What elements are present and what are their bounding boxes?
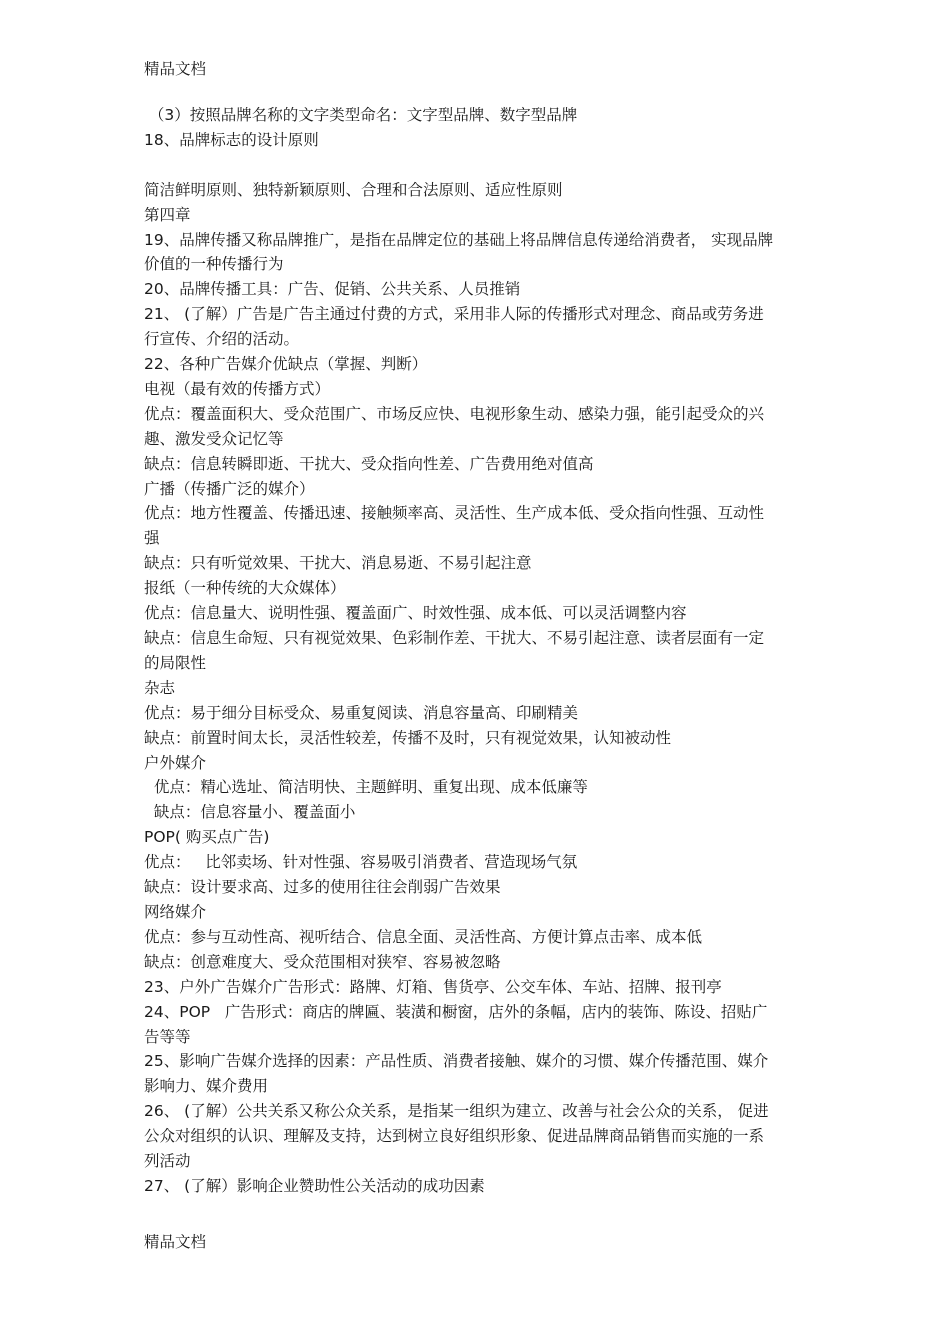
text-line: 优点：地方性覆盖、传播迅速、接触频率高、灵活性、生产成本低、受众指向性强、互动性	[144, 504, 765, 523]
page-footer: 精品文档	[144, 1233, 207, 1251]
text-line: 缺点：信息生命短、只有视觉效果、色彩制作差、干扰大、不易引起注意、读者层面有一定	[144, 629, 765, 648]
text-line: 24、POP 广告形式：商店的牌匾、装潢和橱窗，店外的条幅，店内的装饰、陈设、招贴广	[144, 1002, 768, 1021]
text-line: 强	[144, 529, 160, 548]
text-line: 第四章	[144, 205, 191, 224]
text-line: （3）按照品牌名称的文字类型命名：文字型品牌、数字型品牌	[144, 106, 578, 124]
text-line: 缺点：前置时间太长，灵活性较差，传播不及时，只有视觉效果，认知被动性	[144, 728, 672, 747]
text-line: 优点：精心选址、简洁明快、主题鲜明、重复出现、成本低廉等	[144, 778, 588, 797]
text-line: 告等等	[144, 1027, 191, 1046]
text-line: 25、影响广告媒介选择的因素：产品性质、消费者接触、媒介的习惯、媒介传播范围、媒介	[144, 1052, 769, 1071]
text-line: 缺点：信息转瞬即逝、干扰大、受众指向性差、广告费用绝对值高	[144, 454, 594, 473]
text-line	[144, 153, 824, 178]
text-line: 报纸（一种传统的大众媒体）	[144, 579, 346, 598]
text-line: 缺点：信息容量小、覆盖面小	[144, 803, 356, 822]
text-line: 广播（传播广泛的媒介）	[144, 479, 315, 498]
text-line: 20、品牌传播工具：广告、促销、公共关系、人员推销	[144, 280, 521, 299]
text-line: 价值的一种传播行为	[144, 255, 284, 274]
text-line: 26、 (了解）公共关系又称公众关系，是指某一组织为建立、改善与社会公众的关系， 促进	[144, 1102, 769, 1121]
text-line: 的局限性	[144, 653, 207, 672]
text-line: 公众对组织的认识、理解及支持，达到树立良好组织形象、促进品牌商品销售而实施的一系	[144, 1127, 765, 1146]
text-line: 行宣传、介绍的活动。	[144, 330, 300, 349]
text-line: 优点：覆盖面积大、受众范围广、市场反应快、电视形象生动、感染力强，能引起受众的兴	[144, 404, 765, 423]
text-line: 18、品牌标志的设计原则	[144, 130, 319, 149]
text-line: 优点：易于细分目标受众、易重复阅读、消息容量高、印刷精美	[144, 703, 579, 722]
text-line: 19、品牌传播又称品牌推广，是指在品牌定位的基础上将品牌信息传递给消费者， 实现品牌	[144, 230, 774, 249]
page-header: 精品文档	[144, 60, 207, 78]
document-body	[144, 103, 824, 1199]
text-line: 列活动	[144, 1152, 191, 1171]
text-line: 影响力、媒介费用	[144, 1077, 269, 1096]
text-line: 网络媒介	[144, 902, 207, 921]
text-line: 电视（最有效的传播方式）	[144, 379, 331, 398]
text-line: 趣、激发受众记忆等	[144, 429, 284, 448]
text-line: 户外媒介	[144, 753, 207, 772]
text-line: 优点：信息量大、说明性强、覆盖面广、时效性强、成本低、可以灵活调整内容	[144, 604, 687, 623]
text-line: 23、户外广告媒介广告形式：路牌、灯箱、售货亭、公交车体、车站、招牌、报刊亭	[144, 977, 722, 996]
text-line: 优点： 比邻卖场、针对性强、容易吸引消费者、营造现场气氛	[144, 853, 578, 872]
text-line: 21、 (了解）广告是广告主通过付费的方式，采用非人际的传播形式对理念、商品或劳务进	[144, 305, 764, 324]
text-line: 缺点：设计要求高、过多的使用往往会削弱广告效果	[144, 878, 501, 897]
text-line: 缺点：创意难度大、受众范围相对狭窄、容易被忽略	[144, 952, 501, 971]
text-line: 简洁鲜明原则、独特新颖原则、合理和合法原则、适应性原则	[144, 180, 563, 199]
text-line: POP( 购买点广告)	[144, 828, 270, 847]
text-line: 27、 (了解）影响企业赞助性公关活动的成功因素	[144, 1176, 485, 1195]
text-line: 22、各种广告媒介优缺点（掌握、判断）	[144, 355, 428, 374]
text-line: 杂志	[144, 678, 176, 697]
text-line: 优点：参与互动性高、视听结合、信息全面、灵活性高、方便计算点击率、成本低	[144, 927, 703, 946]
text-line: 缺点：只有听觉效果、干扰大、消息易逝、不易引起注意	[144, 554, 532, 573]
